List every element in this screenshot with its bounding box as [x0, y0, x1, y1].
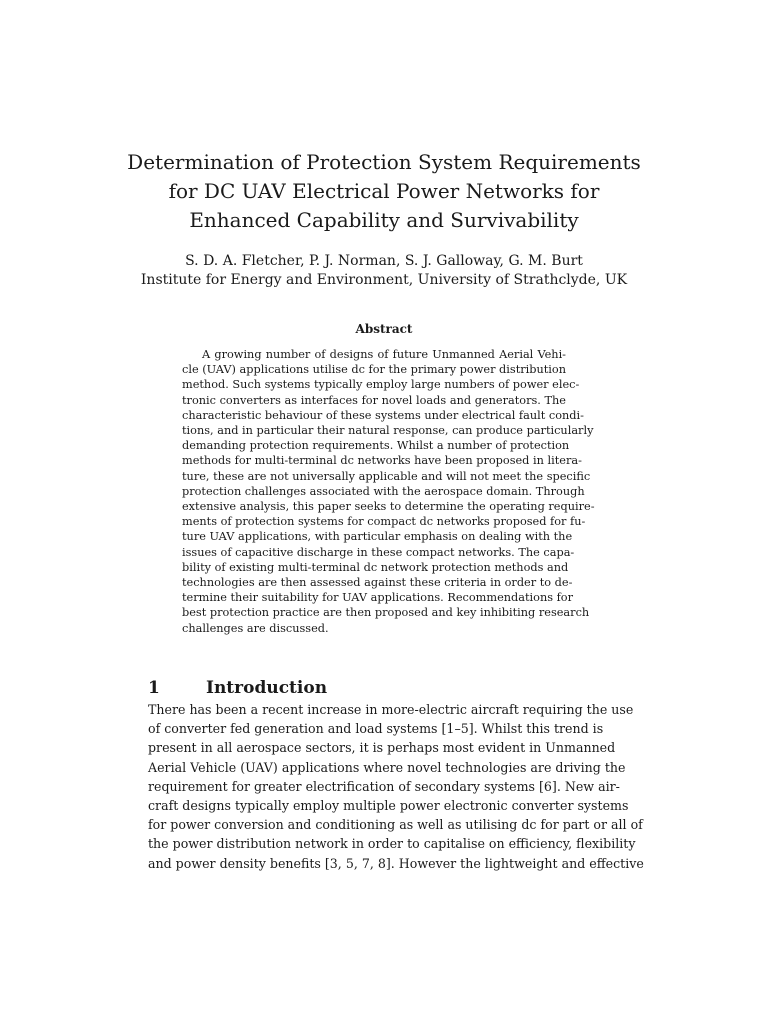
author-block [100, 252, 668, 290]
body-line: the power distribution network in order to capitalise on efficiency, flexibility [148, 836, 636, 852]
abstract-line: characteristic behaviour of these systems under electrical fault condi- [182, 408, 584, 422]
abstract-line: protection challenges associated with the aerospace domain. Through [182, 484, 585, 498]
body-line: present in all aerospace sectors, it is perhaps most evident in Unmanned [148, 740, 616, 756]
title-line: Determination of Protection System Requirements [127, 150, 641, 174]
section-title: Introduction [206, 678, 328, 699]
abstract-line: termine their suitability for UAV applications. Recommendations for [182, 591, 574, 605]
body-line: Aerial Vehicle (UAV) applications where novel technologies are driving the [148, 759, 626, 775]
title-line: for DC UAV Electrical Power Networks for [168, 179, 600, 203]
body-line: craft designs typically employ multiple power electronic converter systems [148, 798, 629, 814]
abstract-line: challenges are discussed. [182, 621, 329, 635]
body-line: and power density benefits [3, 5, 7, 8]. However the lightweight and effective [148, 855, 644, 871]
author-list: S. D. A. Fletcher, P. J. Norman, S. J. Galloway, G. M. Burt [185, 253, 583, 269]
abstract-line: methods for multi-terminal dc networks have been proposed in litera- [182, 454, 582, 468]
body-line: for power conversion and conditioning as well as utilising dc for part or all of [148, 817, 643, 833]
abstract-line: method. Such systems typically employ large numbers of power elec- [182, 378, 580, 392]
body-line: There has been a recent increase in more-electric aircraft requiring the use [148, 702, 634, 717]
body-line: requirement for greater electrification of secondary systems [6]. New air- [148, 778, 620, 794]
abstract-line: demanding protection requirements. Whilst a number of protection [182, 439, 570, 453]
abstract-line: technologies are then assessed against these criteria in order to de- [182, 576, 573, 590]
body-line: of converter fed generation and load systems [1–5]. Whilst this trend is [148, 721, 604, 737]
abstract-line: ments of protection systems for compact dc networks proposed for fu- [182, 515, 586, 529]
abstract-line: tronic converters as interfaces for novel loads and generators. The [182, 393, 566, 407]
affiliation: Institute for Energy and Environment, University of Strathclyde, UK [140, 272, 628, 288]
abstract-line: bility of existing multi-terminal dc network protection methods and [182, 560, 569, 574]
title-line: Enhanced Capability and Survivability [189, 208, 579, 232]
paper-title [120, 148, 648, 235]
section-body [148, 700, 644, 873]
abstract-line: ture, these are not universally applicable and will not meet the specific [182, 469, 591, 483]
abstract-body [182, 347, 595, 636]
abstract-line: best protection practice are then proposed and key inhibiting research [182, 606, 590, 620]
abstract-line: A growing number of designs of future Unmanned Aerial Vehi- [202, 348, 566, 361]
abstract-line: ture UAV applications, with particular emphasis on dealing with the [182, 530, 573, 544]
abstract-heading: Abstract [355, 322, 413, 336]
section-heading [148, 678, 327, 698]
abstract-line: tions, and in particular their natural response, can produce particularly [182, 424, 594, 438]
abstract-line: extensive analysis, this paper seeks to determine the operating require- [182, 500, 595, 514]
section-number: 1 [148, 678, 160, 699]
abstract-line: cle (UAV) applications utilise dc for the primary power distribution [182, 363, 566, 377]
abstract-line: issues of capacitive discharge in these compact networks. The capa- [182, 545, 575, 559]
